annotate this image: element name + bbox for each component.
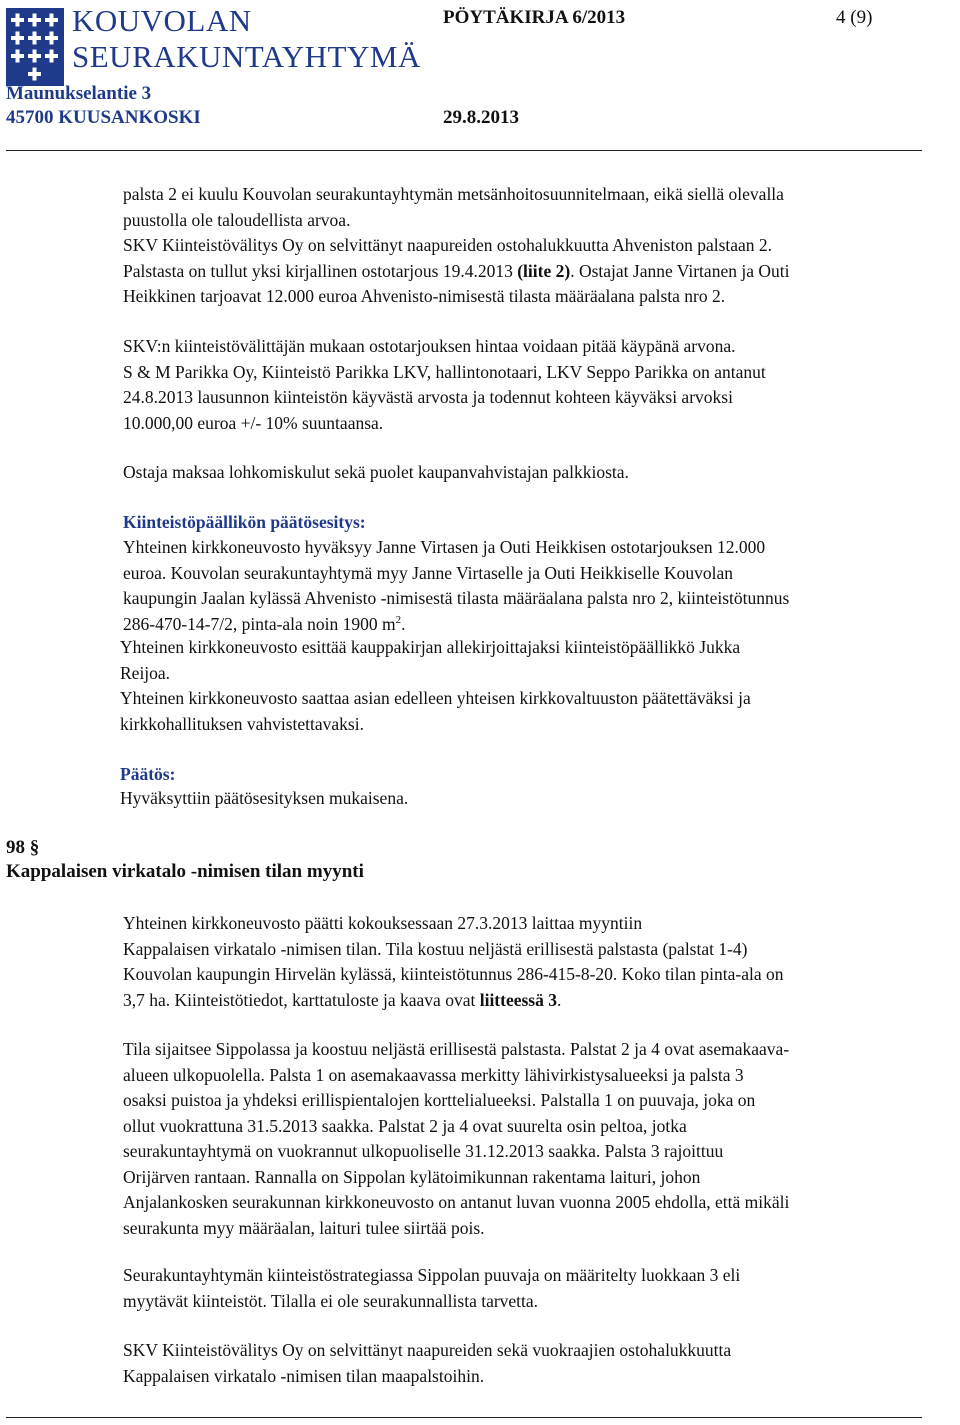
paragraph-offer (123, 233, 955, 310)
paragraph-valuation (123, 334, 955, 436)
text-line: 3,7 ha. Kiinteistötiedot, karttatuloste ja kaava ovat liitteessä 3. (123, 989, 562, 1010)
document-date: 29.8.2013 (443, 107, 519, 128)
address-street: Maunukselantie 3 (6, 83, 152, 104)
text-line: seurakuntayhtymä on vuokrannut ulkopuoliselle 31.12.2013 saakka. Palsta 3 rajoittuu (123, 1141, 724, 1161)
text-line: Hyväksyttiin päätösesityksen mukaisena. (120, 788, 409, 808)
text-line: 286-470-14-7/2, pinta-ala noin 1900 $m^2$. (123, 613, 406, 634)
paragraph-proposal (123, 535, 955, 637)
document-title: PÖYTÄKIRJA 6/2013 (443, 7, 626, 28)
text-line: Heikkinen tarjoavat 12.000 euroa Ahvenisto-nimisestä tilasta määräalana palsta nro 2. (123, 286, 726, 306)
attachment-ref: liitteessä 3 (479, 989, 557, 1010)
text-line: 10.000,00 euroa +/- 10% suuntaansa. (123, 412, 384, 433)
cross-logo-icon (6, 8, 64, 86)
paragraph-sale-decision (123, 911, 955, 1013)
header-divider (6, 150, 922, 151)
text-line: osaksi puistoa ja yhdeksi erillispientalojen korttelialueeksi. Palstalla 1 on puuvaja, joka on (123, 1090, 756, 1110)
text-line: S & M Parikka Oy, Kiinteistö Parikka LKV, hallintonotaari, LKV Seppo Parikka on antanut (123, 361, 766, 382)
text-line: Anjalankosken seurakunnan kirkkoneuvosto on antanut luvan vuonna 2005 ehdolla, että mikäli (123, 1192, 790, 1212)
paragraph-location (123, 1037, 955, 1241)
text-line: palsta 2 ei kuulu Kouvolan seurakuntayhtymän metsänhoitosuunnitelmaan, eikä siellä olevalla (123, 184, 784, 204)
paragraph-strategy (123, 1263, 955, 1314)
text-line: Kappalaisen virkatalo -nimisen tilan. Tila kostuu neljästä erillisestä palstasta (palstat 1-4) (123, 938, 748, 959)
text-line: Kappalaisen virkatalo -nimisen tilan maapalstoihin. (123, 1365, 485, 1386)
text-line: puustolla ole taloudellista arvoa. (123, 209, 351, 230)
text-line: kirkkohallituksen vahvistettavaksi. (120, 713, 364, 734)
address-city: 45700 KUUSANKOSKI (6, 107, 201, 128)
paragraph-proposal-2 (120, 635, 952, 737)
paragraph-decision (120, 786, 952, 812)
text-line: Kouvolan kaupungin Hirvelän kylässä, kiinteistötunnus 286-415-8-20. Koko tilan pinta-ala on (123, 964, 784, 984)
text-line: Yhteinen kirkkoneuvosto päätti kokouksessaan 27.3.2013 laittaa myyntiin (123, 913, 643, 933)
text-line: kaupungin Jaalan kylässä Ahvenisto -nimisestä tilasta määräalana palsta nro 2, kiinteistötunnus (123, 588, 790, 608)
paragraph-costs (123, 460, 955, 486)
text-line: ollut vuokrattuna 31.5.2013 saakka. Palstat 2 ja 4 ovat suurelta osin peltoa, jotka (123, 1115, 687, 1136)
text-line: alueen ulkopuolella. Palsta 1 on asemakaavassa merkitty lähivirkistysalueeksi ja palsta 3 (123, 1064, 744, 1085)
text-line: 24.8.2013 lausunnon kiinteistön käyvästä arvosta ja todennut kohteen käyväksi arvoksi (123, 387, 733, 407)
text-line: myytävät kiinteistöt. Tilalla ei ole seurakunnallista tarvetta. (123, 1290, 539, 1311)
text-line: SKV Kiinteistövälitys Oy on selvittänyt naapureiden sekä vuokraajien ostohalukkuutta (123, 1340, 732, 1360)
text-line: Yhteinen kirkkoneuvosto hyväksyy Janne Virtasen ja Outi Heikkisen ostotarjouksen 12.000 (123, 537, 766, 557)
text-line: Ostaja maksaa lohkomiskulut sekä puolet kaupanvahvistajan palkkiosta. (123, 462, 629, 482)
text-line: Yhteinen kirkkoneuvosto esittää kauppakirjan allekirjoittajaksi kiinteistöpäällikkö Jukka (120, 637, 741, 657)
text-line: SKV:n kiinteistövälittäjän mukaan ostotarjouksen hintaa voidaan pitää käypänä arvona. (123, 336, 736, 356)
text-line: Palstasta on tullut yksi kirjallinen ostotarjous 19.4.2013 (liite 2). Ostajat Janne Virtanen ja Outi (123, 260, 790, 281)
section-title: Kappalaisen virkatalo -nimisen tilan myynti (6, 861, 364, 882)
section-number: 98 § (6, 837, 40, 858)
attachment-ref: (liite 2) (517, 260, 571, 281)
text-line: Reijoa. (120, 662, 171, 683)
text-line: Seurakuntayhtymän kiinteistöstrategiassa Sippolan puuvaja on määritelty luokkaan 3 eli (123, 1265, 741, 1285)
text-line: Orijärven rantaan. Rannalla on Sippolan kylätoimikunnan rakentama laituri, johon (123, 1166, 701, 1187)
page-number: 4 (9) (836, 7, 873, 28)
decision-heading: Päätös: (120, 764, 176, 784)
proposal-heading: Kiinteistöpäällikön päätösesitys: (123, 512, 366, 532)
org-name-line1: KOUVOLAN (72, 3, 252, 38)
text-line: euroa. Kouvolan seurakuntayhtymä myy Janne Virtaselle ja Outi Heikkiselle Kouvolan (123, 562, 733, 583)
paragraph-neighbours (123, 1338, 955, 1389)
org-name-line2: SEURAKUNTAYHTYMÄ (72, 39, 421, 74)
text-line: seurakunta myy määräalan, laituri tulee siirtää pois. (123, 1217, 485, 1238)
paragraph-forest-plan (123, 182, 955, 233)
text-line: Yhteinen kirkkoneuvosto saattaa asian edelleen yhteisen kirkkovaltuuston päätettäväksi ja (120, 688, 751, 708)
footer-divider (6, 1417, 922, 1418)
text-line: SKV Kiinteistövälitys Oy on selvittänyt naapureiden ostohalukkuutta Ahveniston palstaan 2. (123, 235, 773, 255)
text-line: Tila sijaitsee Sippolassa ja koostuu neljästä erillisestä palstasta. Palstat 2 ja 4 ovat asemakaava- (123, 1039, 790, 1059)
